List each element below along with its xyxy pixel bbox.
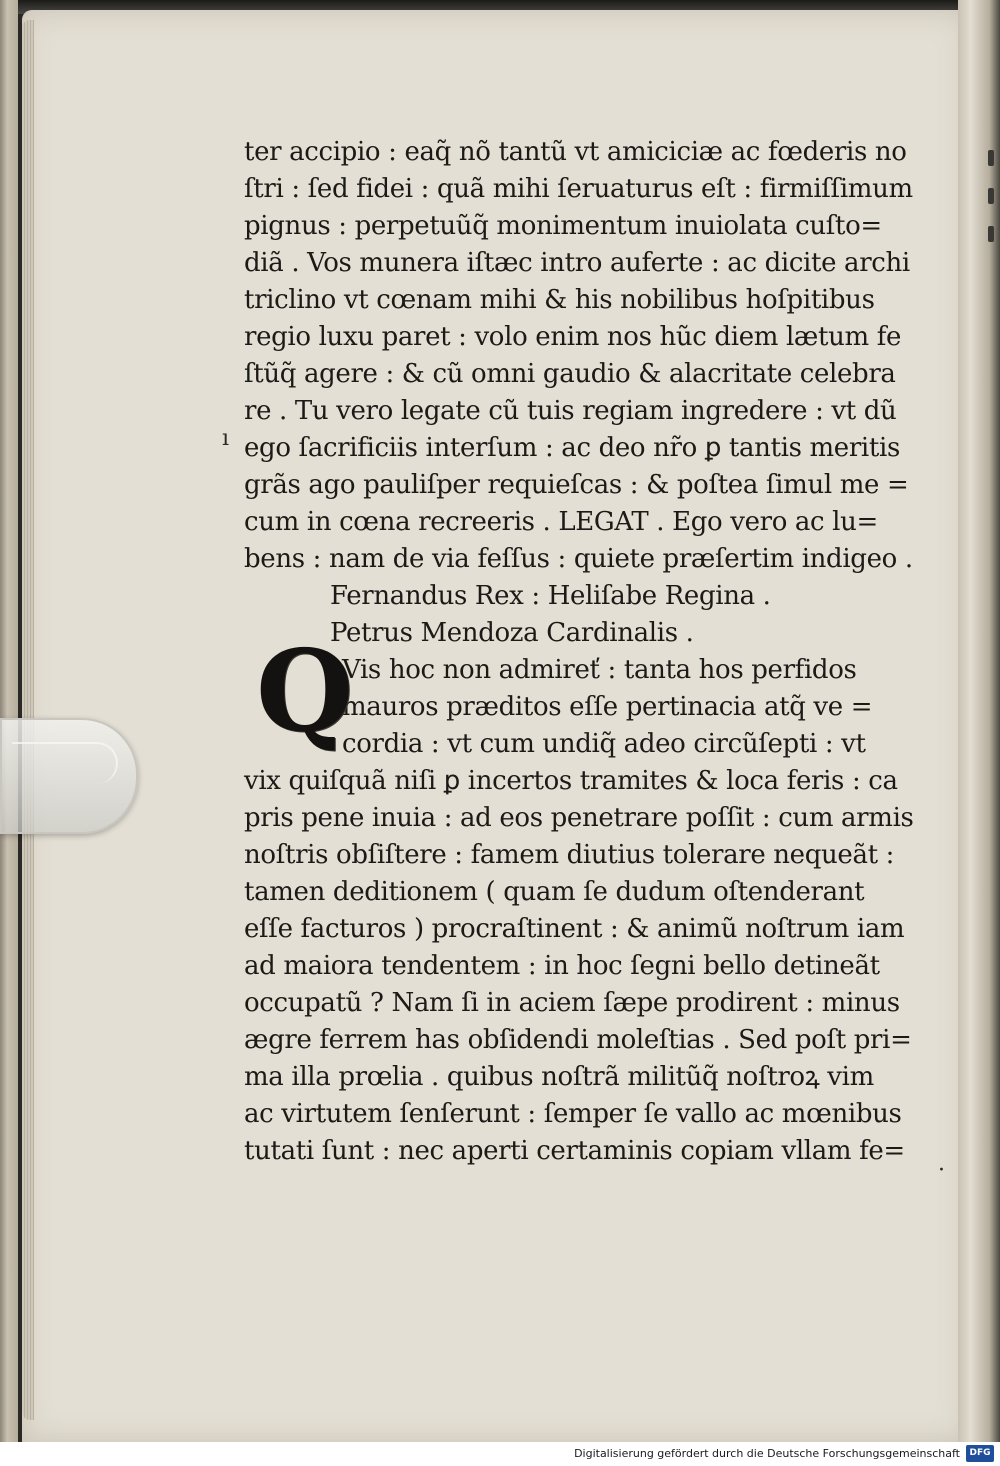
speaker-heading: Fernandus Rex : Heliſabe Regina . [330,581,771,611]
text-line: ego ſacrificiis interſum : ac deo nr̃o ꝑ tantis meritis [244,433,900,463]
speaker-heading: Petrus Mendoza Cardinalis . [330,618,694,648]
text-line: ac virtutem ſenſerunt : ſemper ſe vallo ac mœnibus [244,1099,902,1129]
text-line: ma illa prœlia . quibus noſtrã militũq̃ noſtroꝝ vim [244,1062,874,1092]
footer-bar [0,1442,1000,1466]
text-line: noſtris obſiſtere : famem diutius tolerare nequeãt : [244,840,895,870]
text-line: diã . Vos munera iſtæc intro auferte : ac dicite archi [244,248,910,278]
text-line: ad maiora tendentem : in hoc ſegni bello detineãt [244,951,880,981]
text-line: tamen deditionem ( quam ſe dudum oſtenderant [244,877,865,907]
text-line: ſtũq̃ agere : & cũ omni gaudio & alacritate celebra [244,359,896,389]
margin-mark: · [938,1158,945,1183]
text-line: Vis hoc non admireť : tanta hos perfidos [342,655,857,685]
text-line: cordia : vt cum undiq̃ adeo circũſepti : vt [342,729,866,759]
text-line: re . Tu vero legate cũ tuis regiam ingredere : vt dũ [244,396,897,426]
text-line: ægre ferrem has obſidendi moleſtias . Sed poſt pri= [244,1025,912,1055]
text-line: mauros præditos eſſe pertinacia atq̃ ve = [342,692,873,722]
text-line: grãs ago pauliſper requieſcas : & poſtea ſimul me = [244,470,909,500]
text-line: bens : nam de via feſſus : quiete præſertim indigeo . [244,544,913,574]
page-text-block [244,134,914,1170]
margin-mark: ı [222,426,230,451]
facing-page-mark [988,188,994,204]
facing-page-mark [988,150,994,166]
text-line: cum in cœna recreeris . LEGAT . Ego vero ac lu= [244,507,878,537]
dfg-logo[interactable]: DFG [966,1445,994,1462]
drop-initial: Q [256,626,354,757]
text-line: eſſe facturos ) procraſtinent : & animũ noſtrum iam [244,914,905,944]
text-line: ſtri : ſed fidei : quã mihi ſeruaturus eſt : firmiſſimum [244,174,913,204]
text-line: vix quiſquã niſi ꝑ incertos tramites & loca feris : ca [244,766,898,796]
text-line: triclino vt cœnam mihi & his nobilibus hoſpitibus [244,285,875,315]
page-clip-holder [0,718,138,834]
text-line: tutati ſunt : nec aperti certaminis copiam vllam fe= [244,1136,905,1166]
text-line: ter accipio : eaq̃ nõ tantũ vt amiciciæ ac fœderis no [244,137,907,167]
facing-page-mark [988,226,994,242]
footer-credit: Digitalisierung gefördert durch die Deutsche Forschungsgemeinschaft [574,1447,960,1460]
text-line: occupatũ ? Nam ſi in aciem ſæpe prodirent : minus [244,988,900,1018]
text-line: regio luxu paret : volo enim nos hũc diem lætum fe [244,322,902,352]
text-line: pignus : perpetuũq̃ monimentum inuiolata cuſto= [244,211,882,241]
text-line: pris pene inuia : ad eos penetrare poſſit : cum armis [244,803,914,833]
facing-page-marks [988,150,998,290]
